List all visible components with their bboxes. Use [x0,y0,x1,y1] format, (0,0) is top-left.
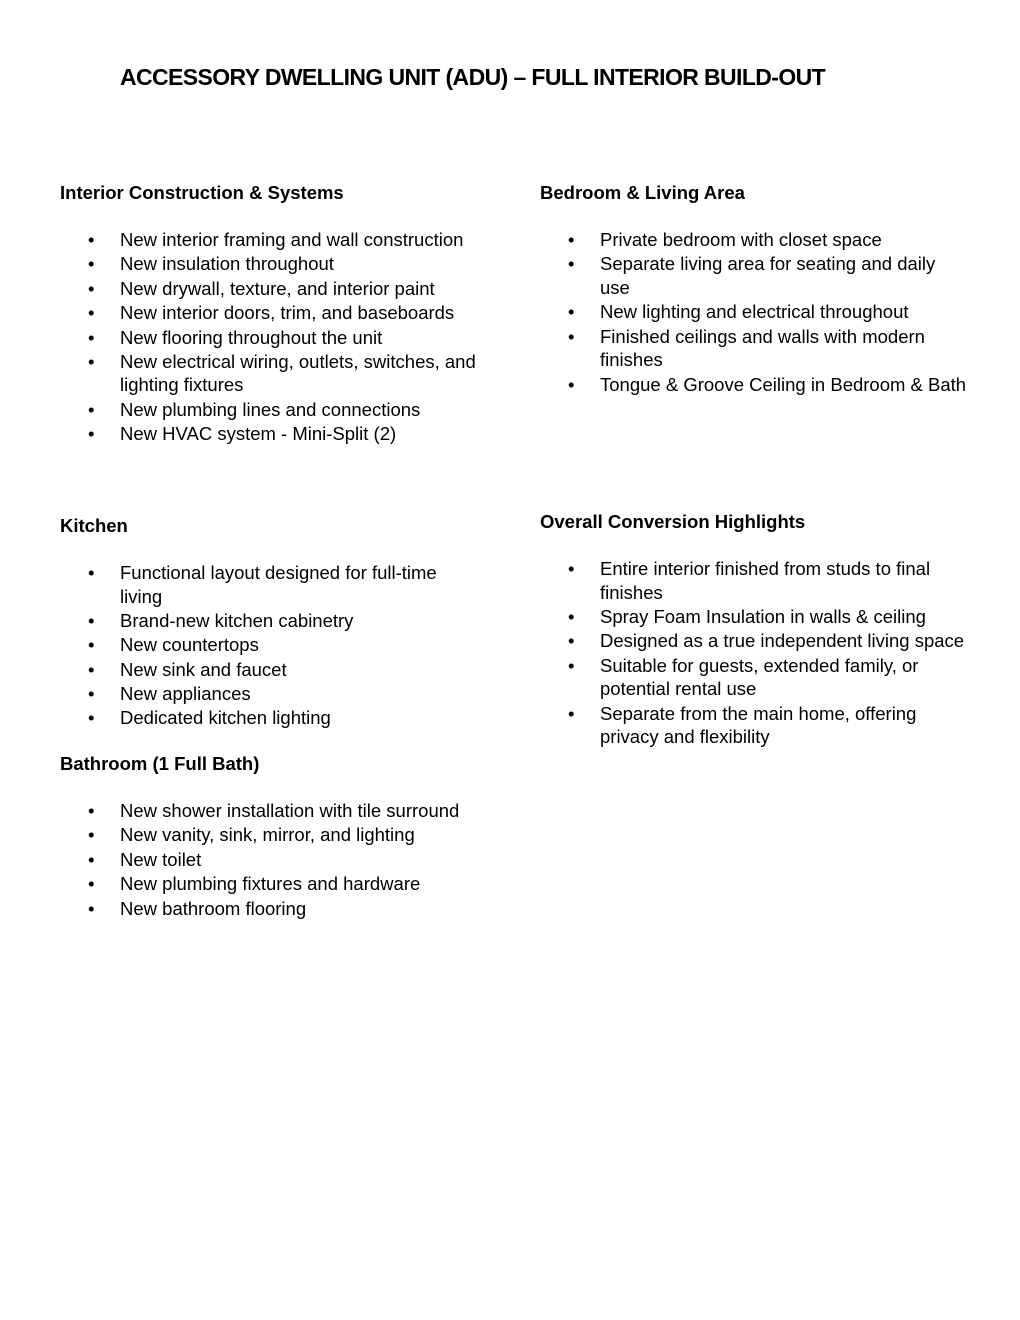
list-item: • Finished ceilings and walls with modern finishes [540,325,970,372]
list-item: • New plumbing fixtures and hardware [60,872,480,896]
list-item: • New vanity, sink, mirror, and lighting [60,823,480,847]
list-item: • Separate from the main home, offering privacy and flexibility [540,702,970,749]
list-item: • New toilet [60,848,480,872]
list-item: • Spray Foam Insulation in walls & ceiling [540,605,970,629]
list-item: • New insulation throughout [60,252,480,276]
list-item: • Brand-new kitchen cabinetry [60,609,480,633]
list-item: • Private bedroom with closet space [540,228,970,252]
section-heading: Kitchen [60,515,128,536]
list-item: • New countertops [60,633,480,657]
section-bathroom [60,752,480,921]
list-item: • New plumbing lines and connections [60,398,480,422]
section-kitchen [60,514,480,731]
section-bedroom-living [540,181,970,397]
section-interior-construction [60,181,480,447]
bullet-list [60,561,480,730]
bullet-list [60,228,480,446]
list-item: • New interior framing and wall construction [60,228,480,252]
list-item: • New appliances [60,682,480,706]
section-overall-highlights [540,510,970,749]
section-heading: Bedroom & Living Area [540,182,745,203]
list-item: • New drywall, texture, and interior paint [60,277,480,301]
list-item: • Separate living area for seating and daily use [540,252,970,299]
list-item: • New sink and faucet [60,658,480,682]
bullet-list [540,228,970,396]
section-heading: Interior Construction & Systems [60,182,344,203]
list-item: • Designed as a true independent living space [540,629,970,653]
bullet-list [60,799,480,920]
list-item: • Suitable for guests, extended family, or potential rental use [540,654,970,701]
list-item: • New shower installation with tile surround [60,799,480,823]
list-item: • Tongue & Groove Ceiling in Bedroom & Bath [540,373,970,397]
list-item: • New interior doors, trim, and baseboards [60,301,480,325]
section-heading: Overall Conversion Highlights [540,511,806,532]
document-title: ACCESSORY DWELLING UNIT (ADU) – FULL INTERIOR BUILD-OUT [120,64,826,90]
list-item: • Functional layout designed for full-time living [60,561,480,608]
bullet-list [540,557,970,749]
list-item: • New electrical wiring, outlets, switches, and lighting fixtures [60,350,480,397]
list-item: • Dedicated kitchen lighting [60,706,480,730]
list-item: • Entire interior finished from studs to final finishes [540,557,970,604]
section-heading: Bathroom (1 Full Bath) [60,753,260,774]
list-item: • New bathroom flooring [60,897,480,921]
list-item: • New HVAC system - Mini-Split (2) [60,422,480,446]
list-item: • New lighting and electrical throughout [540,300,970,324]
list-item: • New flooring throughout the unit [60,326,480,350]
